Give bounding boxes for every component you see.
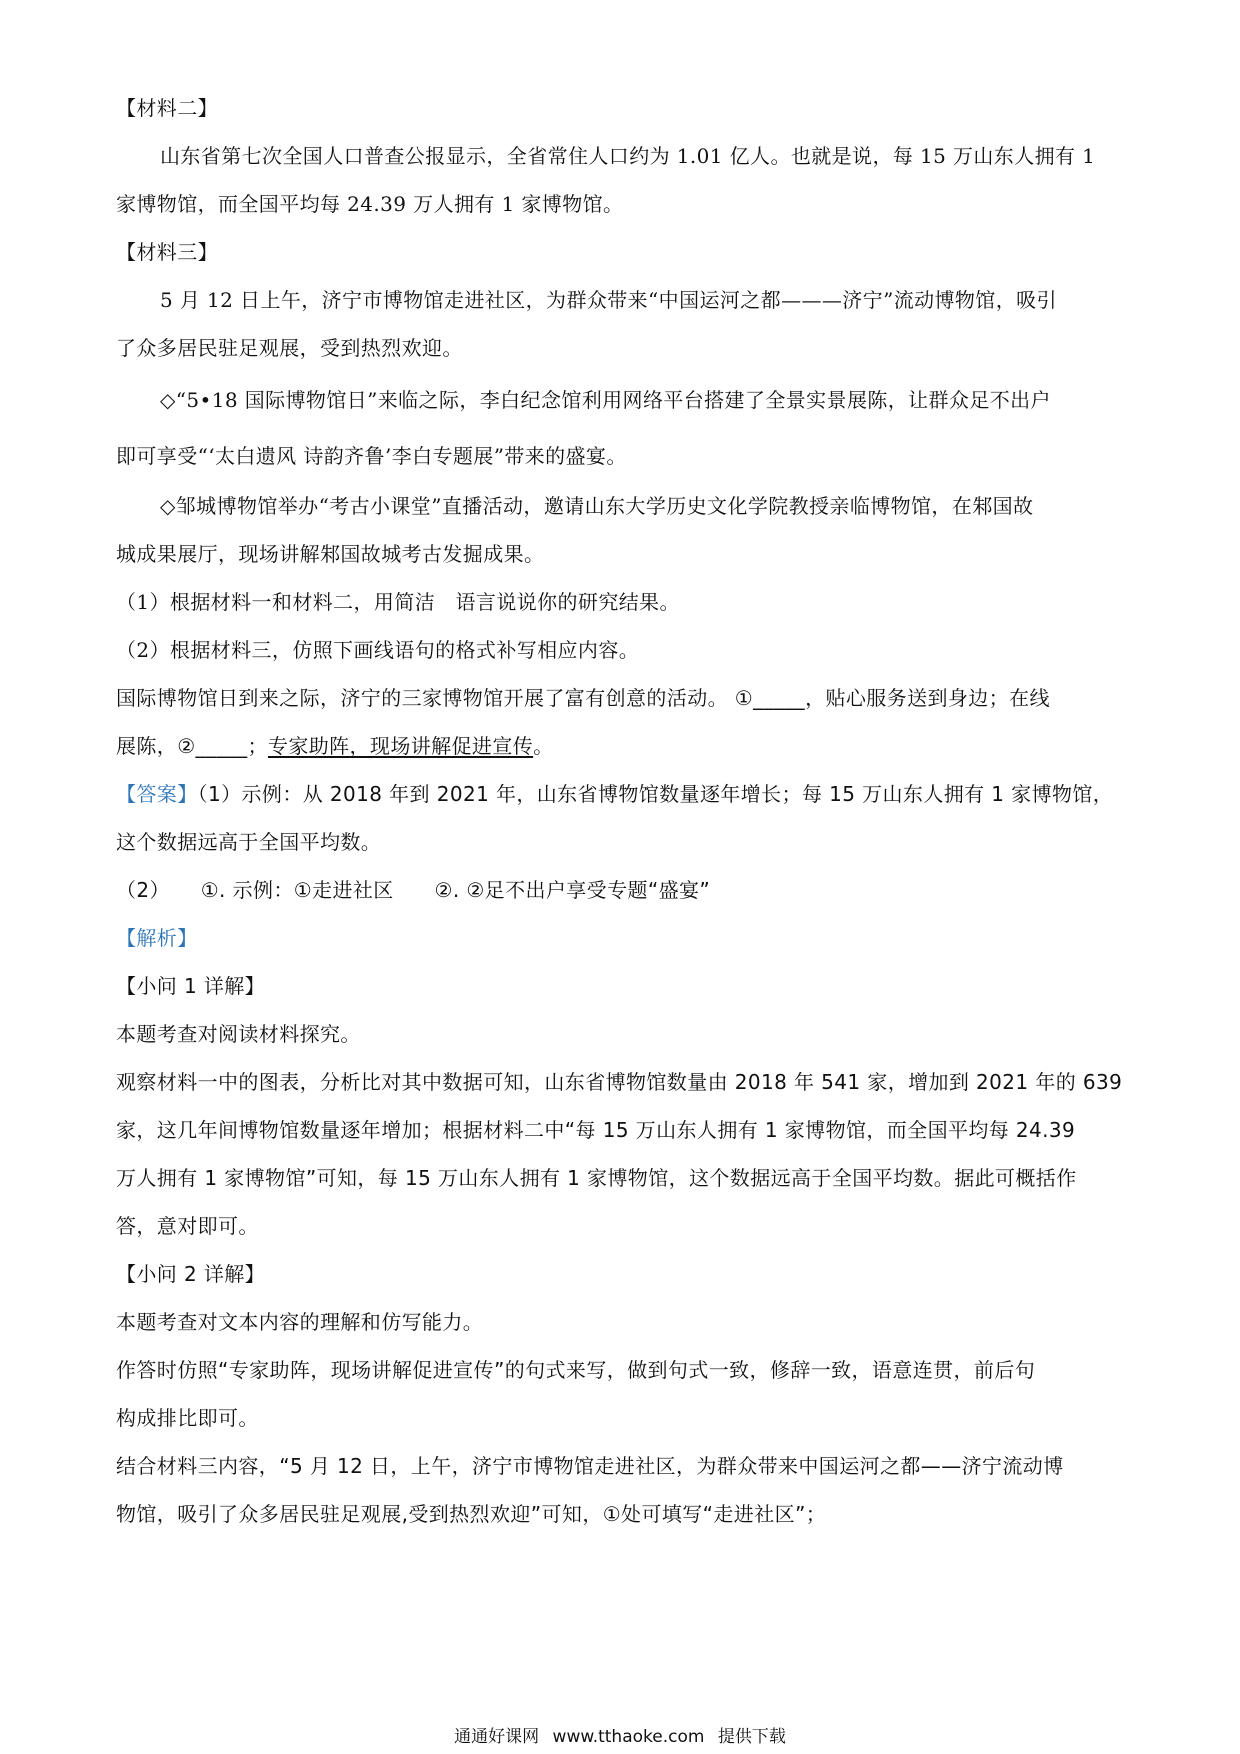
question-2-text-segment: 。: [533, 734, 554, 758]
analysis-line: 构成排比即可。: [116, 1406, 259, 1430]
footer-url[interactable]: www.tthaoke.com: [552, 1727, 705, 1747]
sub-question-1-heading: 【小问 1 详解】: [116, 974, 266, 998]
analysis-line: 观察材料一中的图表，分析比对其中数据可知，山东省博物馆数量由 2018 年 541 家，增加到 2021 年的 639: [116, 1070, 1123, 1094]
analysis-line: 本题考查对文本内容的理解和仿写能力。: [116, 1310, 484, 1334]
underlined-sentence: 专家助阵，现场讲解促进宣传: [267, 734, 534, 758]
analysis-line: 作答时仿照“专家助阵，现场讲解促进宣传”的句式来写，做到句式一致，修辞一致，语意连贯，前后句: [116, 1358, 1036, 1382]
footer-site-name: 通通好课网: [454, 1727, 540, 1747]
question-2-text-line: 国际博物馆日到来之际，济宁的三家博物馆开展了富有创意的活动。 ①_____，贴心服务送到身边；在线: [116, 686, 1050, 710]
material3-para-line: 了众多居民驻足观展，受到热烈欢迎。: [116, 336, 463, 360]
material3-para-line: 城成果展厅，现场讲解邾国故城考古发掘成果。: [116, 542, 545, 566]
question-2-text-segment: 展陈，②_____；: [116, 734, 268, 758]
answer-line: 这个数据远高于全国平均数。: [116, 830, 382, 854]
analysis-line: 物馆，吸引了众多居民驻足观展,受到热烈欢迎”可知，①处可填写“走进社区”；: [116, 1502, 827, 1526]
analysis-line: 本题考查对阅读材料探究。: [116, 1022, 361, 1046]
answer-text: （1）示例：从 2018 年到 2021 年，山东省博物馆数量逐年增长；每 15 万山东人拥有 1 家博物馆，: [197, 782, 1114, 806]
page-footer: [0, 1722, 1240, 1747]
analysis-line: 答，意对即可。: [116, 1214, 259, 1238]
analysis-line: 结合材料三内容，“5 月 12 日，上午，济宁市博物馆走进社区，为群众带来中国运河之都——济宁流动博: [116, 1454, 1064, 1478]
footer-suffix: 提供下载: [717, 1727, 786, 1747]
material3-para-line: 5 月 12 日上午，济宁市博物馆走进社区，为群众带来“中国运河之都———济宁”流动博物馆，吸引: [160, 288, 1057, 312]
question-1: （1）根据材料一和材料二，用简洁 语言说说你的研究结果。: [116, 590, 680, 614]
analysis-label: 【解析】: [116, 926, 198, 950]
material2-para-line: 家博物馆，而全国平均每 24.39 万人拥有 1 家博物馆。: [116, 192, 624, 216]
answer-line: （2） ①. 示例：①走进社区 ②. ②足不出户享受专题“盛宴”: [116, 878, 711, 902]
material3-para-line: ◇“5•18 国际博物馆日”来临之际，李白纪念馆利用网络平台搭建了全景实景展陈，让群众足不出户: [160, 388, 1051, 412]
question-2-text-line: [116, 732, 1136, 760]
analysis-line: 万人拥有 1 家博物馆”可知，每 15 万山东人拥有 1 家博物馆，这个数据远高于全国平均数。据此可概括作: [116, 1166, 1077, 1190]
analysis-line: 家，这几年间博物馆数量逐年增加；根据材料二中“每 15 万山东人拥有 1 家博物馆，而全国平均每 24.39: [116, 1118, 1076, 1142]
material3-para-line: ◇邹城博物馆举办“考古小课堂”直播活动，邀请山东大学历史文化学院教授亲临博物馆，在邾国故: [160, 494, 1034, 518]
material2-heading: 【材料二】: [116, 96, 218, 120]
material3-para-line: 即可享受“‘太白遗风 诗韵齐鲁’李白专题展”带来的盛宴。: [116, 444, 627, 468]
answer-label: 【答案】: [116, 782, 198, 806]
question-2: （2）根据材料三，仿照下画线语句的格式补写相应内容。: [116, 638, 640, 662]
material3-heading: 【材料三】: [116, 240, 218, 264]
material2-para-line: 山东省第七次全国人口普查公报显示，全省常住人口约为 1.01 亿人。也就是说，每 15 万山东人拥有 1: [160, 144, 1096, 168]
answer-line: [116, 780, 1136, 808]
sub-question-2-heading: 【小问 2 详解】: [116, 1262, 266, 1286]
